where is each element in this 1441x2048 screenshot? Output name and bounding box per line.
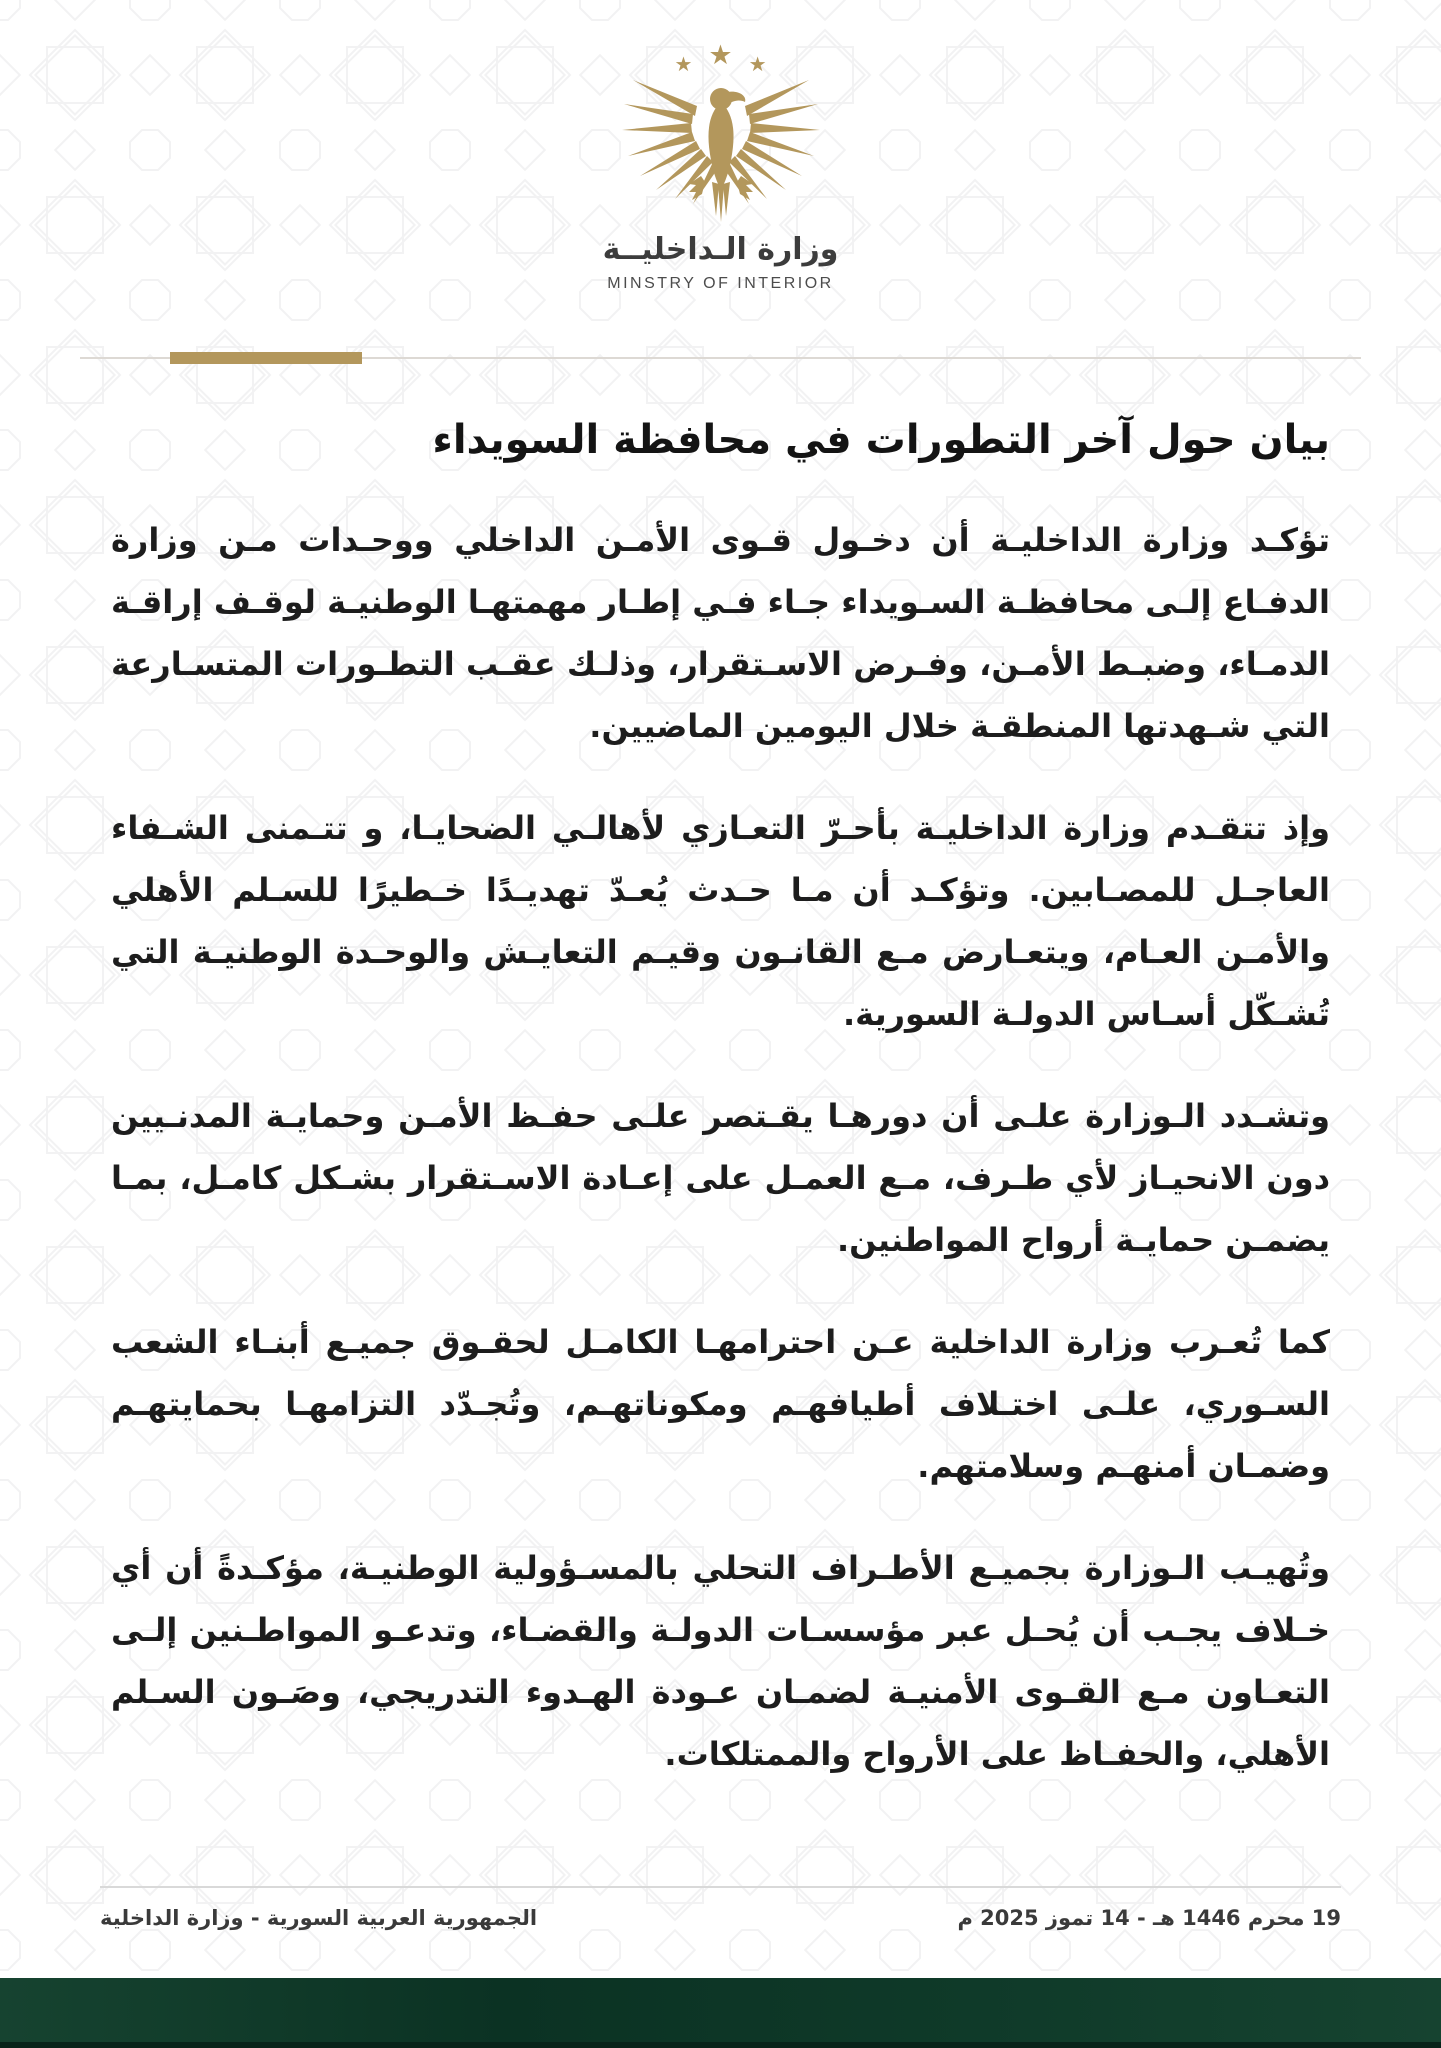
statement-paragraph: كما تُعـرب وزارة الداخلية عـن احترامهـا الكامـل لحقـوق جميـع أبنـاء الشعب السـوري، علـى اختـلاف أطيافهـم ومكوناتهـم، وتُجـدّد التزامهـا بحمايتهـم وضمـان أمنهـم وسلامتهم. [111,1323,1330,1485]
footer-date: 19 محرم 1446 هـ - 14 تموز 2025 م [957,1906,1341,1930]
eagle-emblem-icon [0,72,1441,226]
gold-accent-bar [170,352,362,364]
statement-title: بيان حول آخر التطورات في محافظة السويداء [432,417,1330,463]
document-footer [0,1886,1441,1930]
statement-paragraph: تؤكـد وزارة الداخليـة أن دخـول قـوى الأمـن الداخلي ووحـدات مـن وزارة الدفـاع إلـى محافظـة السـويداء جـاء فـي إطـار مهمتهـا الوطنيـة لوقـف إراقـة الدمـاء، وضبـط الأمـن، وفـرض الاسـتقرار، وذلـك عقـب التطـورات المتسـارعة التي شـهدتها المنطقـة خلال اليومين الماضيين. [111,521,1330,745]
three-stars-icon [0,40,1441,74]
statement-paragraph: وتُهيـب الـوزارة بجميـع الأطـراف التحلي بالمسـؤولية الوطنيـة، مؤكـدةً أن أي خـلاف يجـب أن يُحـل عبر مؤسسـات الدولـة والقضـاء، وتدعـو المواطـنين إلـى التعـاون مـع القـوى الأمنيـة لضمـان عـودة الهـدوء التدريجي، وصَـون السـلم الأهلي، والحفـاظ على الأرواح والممتلكات. [111,1549,1330,1773]
footer-divider [100,1886,1341,1888]
ministry-name-english: MINSTRY OF INTERIOR [607,275,834,292]
footer-row [100,1906,1341,1930]
star-icon: ★ [708,40,733,71]
statement-paragraph: وإذ تتقـدم وزارة الداخليـة بأحـرّ التعـازي لأهالـي الضحايـا، و تتـمنى الشـفاء العاجـل للمصـابين. وتؤكـد أن مـا حـدث يُعـدّ تهديـدًا خـطيرًا للسـلم الأهلي والأمـن العـام، ويتعـارض مـع القانـون وقيـم التعايـش والوحـدة الوطنيـة التي تُشـكّل أسـاس الدولـة السورية. [111,809,1330,1033]
statement-body [111,509,1330,1785]
ministry-header [0,0,1441,293]
header-divider [80,357,1361,359]
bottom-green-bar [0,1978,1441,2048]
ministry-name-arabic: وزارة الـداخليــة [602,232,839,267]
statement-paragraph: وتشـدد الـوزارة علـى أن دورهـا يقـتصر علـى حفـظ الأمـن وحمايـة المدنـيين دون الانحيـاز لأي طـرف، مـع العمـل على إعـادة الاسـتقرار بشـكل كامـل، بمـا يضمـن حمايـة أرواح المواطنين. [111,1097,1330,1259]
star-icon: ★ [748,52,767,76]
star-icon: ★ [674,52,693,76]
footer-organization: الجمهورية العربية السورية - وزارة الداخلية [100,1906,538,1930]
